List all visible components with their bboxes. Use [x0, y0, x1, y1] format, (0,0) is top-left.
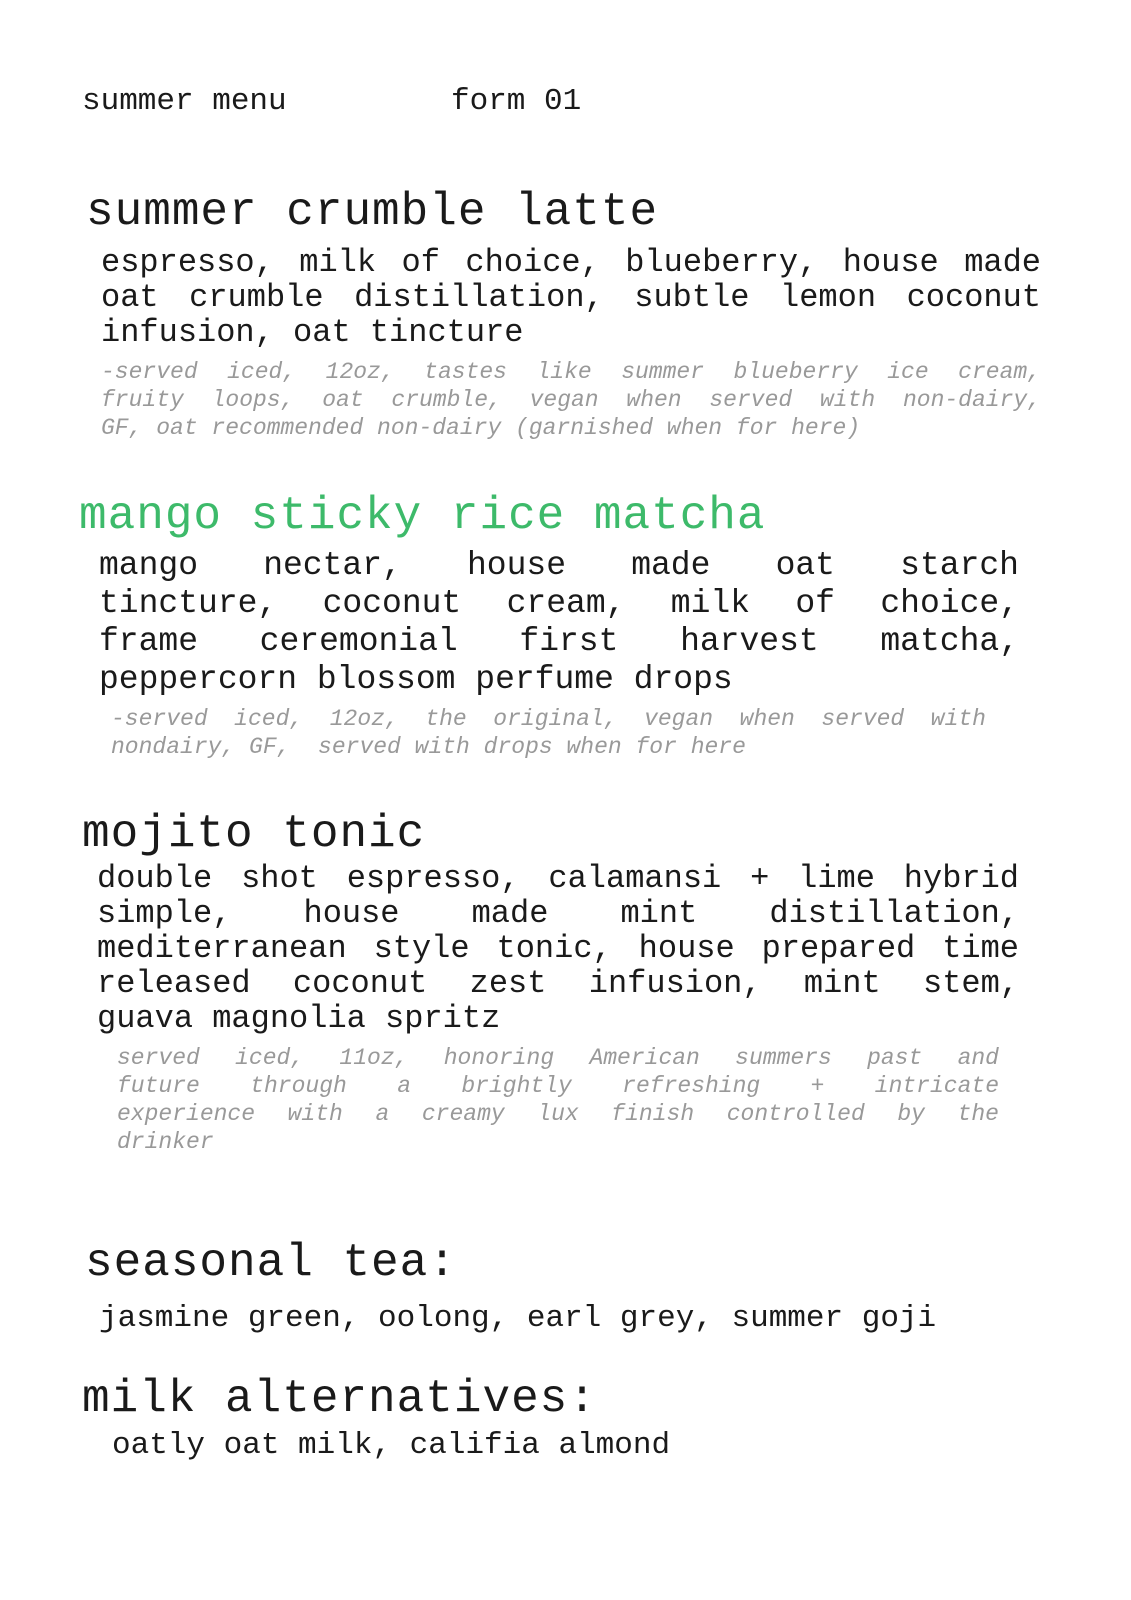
note-line: GF, oat recommended non-dairy (garnished when for here) — [101, 415, 861, 441]
description-line: mediterranean style tonic, house prepared time — [97, 930, 1019, 967]
description-line: released coconut zest infusion, mint stem, — [97, 965, 1019, 1002]
description-line: espresso, milk of choice, blueberry, house made — [101, 244, 1041, 281]
item-title: summer crumble latte — [86, 186, 659, 238]
note-line: fruity loops, oat crumble, vegan when served with non-dairy, — [101, 387, 1041, 413]
description-line: peppercorn blossom perfume drops — [99, 661, 733, 698]
note-line: drinker — [117, 1129, 214, 1155]
description-line: guava magnolia spritz — [97, 1000, 501, 1037]
item-note — [117, 1044, 999, 1156]
description-line: simple, house made mint distillation, — [97, 895, 1019, 932]
form-label: form 01 — [451, 84, 582, 119]
description-line: double shot espresso, calamansi + lime hybrid — [97, 860, 1019, 897]
description-line: oat crumble distillation, subtle lemon coconut — [101, 279, 1041, 316]
milk-alternatives-list: oatly oat milk, califia almond — [112, 1428, 671, 1463]
menu-label: summer menu — [82, 84, 287, 119]
note-line: served iced, 11oz, honoring American summers past and — [117, 1045, 999, 1071]
item-note — [101, 358, 1041, 442]
note-line: future through a brightly refreshing + intricate — [117, 1073, 999, 1099]
item-description — [101, 245, 1041, 350]
description-line: tincture, coconut cream, milk of choice, — [99, 585, 1019, 622]
item-description — [99, 547, 1019, 699]
note-line: nondairy, GF, served with drops when for here — [111, 734, 746, 760]
item-title: mojito tonic — [82, 808, 426, 860]
item-title-highlight: mango sticky rice matcha — [79, 490, 766, 542]
note-line: -served iced, 12oz, the original, vegan when served with — [111, 706, 986, 732]
description-line: mango nectar, house made oat starch — [99, 547, 1019, 584]
note-line: -served iced, 12oz, tastes like summer blueberry ice cream, — [101, 359, 1041, 385]
note-line: experience with a creamy lux finish controlled by the — [117, 1101, 999, 1127]
seasonal-tea-list: jasmine green, oolong, earl grey, summer goji — [99, 1301, 937, 1336]
seasonal-tea-title: seasonal tea: — [85, 1237, 457, 1289]
description-line: infusion, oat tincture — [101, 314, 524, 351]
description-line: frame ceremonial first harvest matcha, — [99, 623, 1019, 660]
item-description — [97, 861, 1019, 1036]
milk-alternatives-title: milk alternatives: — [82, 1373, 597, 1425]
item-note — [111, 705, 986, 761]
